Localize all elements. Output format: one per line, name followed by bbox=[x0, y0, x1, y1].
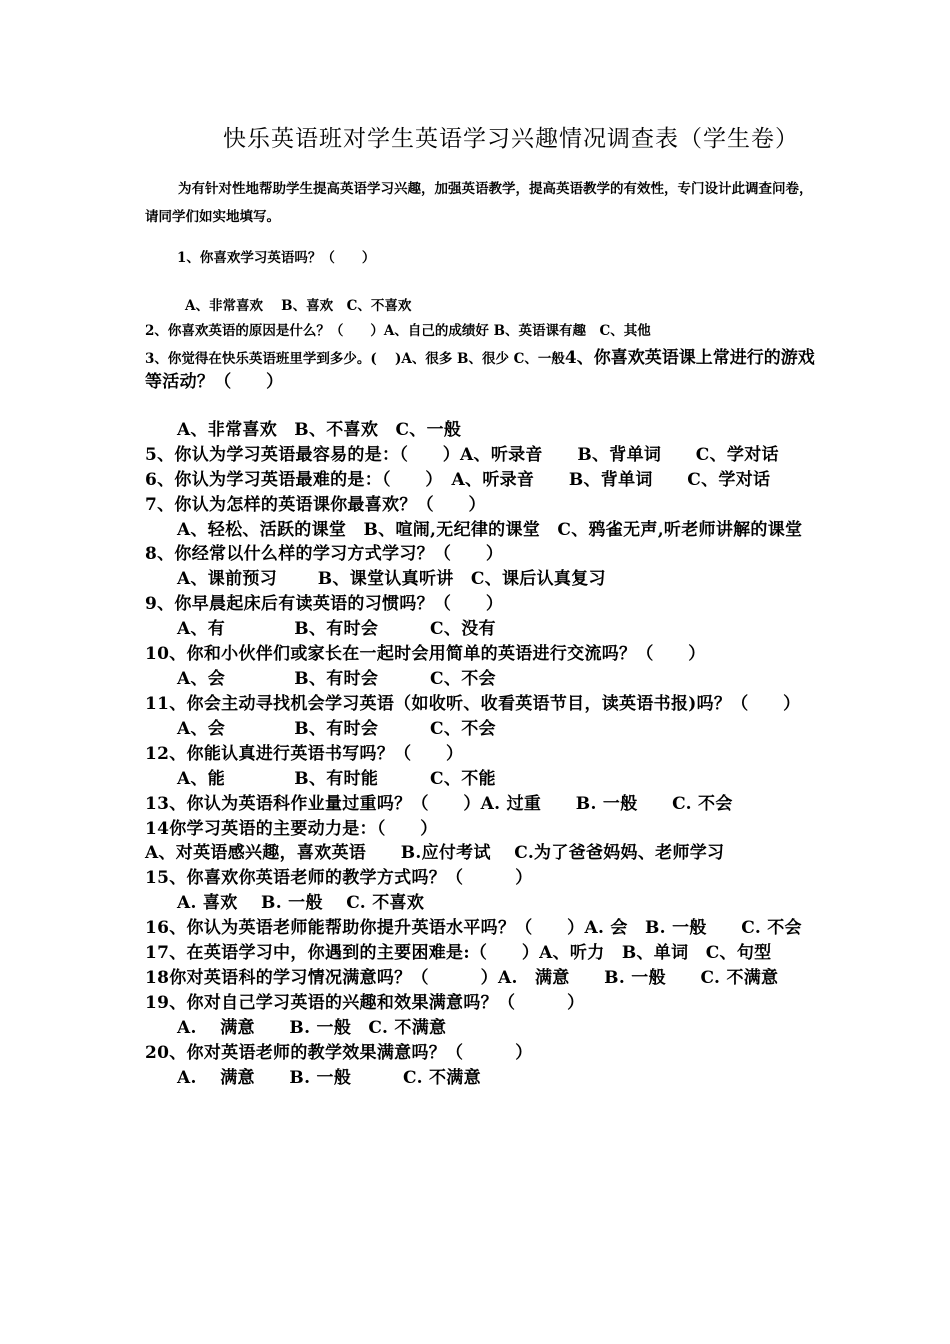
question-10: 10、你和小伙伴们或家长在一起时会用简单的英语进行交流吗？（ ） bbox=[145, 644, 706, 664]
question-18: 18你对英语科的学习情况满意吗？（ ）A. 满意 B. 一般 C. 不满意 bbox=[145, 968, 779, 988]
question-14-options: A、对英语感兴趣，喜欢英语 B.应付考试 C.为了爸爸妈妈、老师学习 bbox=[145, 843, 725, 863]
question-7: 7、你认为怎样的英语课你最喜欢？（ ） bbox=[145, 495, 486, 515]
question-8-options: A、课前预习 B、课堂认真听讲 C、课后认真复习 bbox=[177, 569, 606, 589]
question-15: 15、你喜欢你英语老师的教学方式吗？（ ） bbox=[145, 868, 533, 888]
question-13: 13、你认为英语科作业量过重吗？（ ）A. 过重 B. 一般 C. 不会 bbox=[145, 794, 733, 814]
question-15-options: A. 喜欢 B. 一般 C. 不喜欢 bbox=[177, 893, 425, 913]
question-19: 19、你对自己学习英语的兴趣和效果满意吗？（ ） bbox=[145, 993, 585, 1013]
document-title: 快乐英语班对学生英语学习兴趣情况调查表（学生卷） bbox=[223, 126, 799, 152]
question-20-options: A. 满意 B. 一般 C. 不满意 bbox=[177, 1068, 481, 1088]
question-9: 9、你早晨起床后有读英语的习惯吗？（ ） bbox=[145, 594, 504, 614]
question-1: 1、你喜欢学习英语吗？（ ） bbox=[177, 250, 376, 266]
question-3-4 bbox=[145, 343, 815, 368]
question-5: 5、你认为学习英语最容易的是：（ ）A、听录音 B、背单词 C、学对话 bbox=[145, 445, 779, 465]
question-4-start: 4、你喜欢英语课上常进行的游戏 bbox=[564, 348, 815, 368]
question-8: 8、你经常以什么样的学习方式学习？（ ） bbox=[145, 544, 504, 564]
question-12-options: A、能 B、有时能 C、不能 bbox=[177, 769, 496, 789]
intro-paragraph: 为有针对性地帮助学生提高英语学习兴趣，加强英语教学，提高英语教学的有效性，专门设计此调查问卷，请同学们如实地填写。 bbox=[145, 181, 813, 225]
question-11: 11、你会主动寻找机会学习英语（如收听、收看英语节目，读英语书报)吗？（ ） bbox=[145, 694, 801, 714]
question-3: 3、你觉得在快乐英语班里学到多少。( )A、很多 B、很少 C、一般 bbox=[145, 351, 565, 367]
question-19-options: A. 满意 B. 一般 C. 不满意 bbox=[177, 1018, 447, 1038]
question-4-options: A、非常喜欢 B、不喜欢 C、一般 bbox=[177, 420, 462, 440]
question-4-cont: 等活动？（ ） bbox=[145, 372, 284, 392]
question-10-options: A、会 B、有时会 C、不会 bbox=[177, 669, 496, 689]
question-2: 2、你喜欢英语的原因是什么？（ ）A、自己的成绩好 B、英语课有趣 C、其他 bbox=[145, 323, 651, 339]
question-11-options: A、会 B、有时会 C、不会 bbox=[177, 719, 496, 739]
question-9-options: A、有 B、有时会 C、没有 bbox=[177, 619, 496, 639]
question-14: 14你学习英语的主要动力是：（ ） bbox=[145, 819, 438, 839]
question-6: 6、你认为学习英语最难的是：（ ） A、听录音 B、背单词 C、学对话 bbox=[145, 470, 771, 490]
question-17: 17、在英语学习中，你遇到的主要困难是:（ ）A、听力 B、单词 C、句型 bbox=[145, 943, 772, 963]
question-12: 12、你能认真进行英语书写吗？（ ） bbox=[145, 744, 464, 764]
question-7-options: A、轻松、活跃的课堂 B、喧闹,无纪律的课堂 C、鸦雀无声,听老师讲解的课堂 bbox=[177, 520, 803, 540]
question-1-options: A、非常喜欢 B、喜欢 C、不喜欢 bbox=[185, 298, 412, 314]
question-16: 16、你认为英语老师能帮助你提升英语水平吗？（ ）A. 会 B. 一般 C. 不会 bbox=[145, 918, 802, 938]
question-20: 20、你对英语老师的教学效果满意吗？（ ） bbox=[145, 1043, 533, 1063]
